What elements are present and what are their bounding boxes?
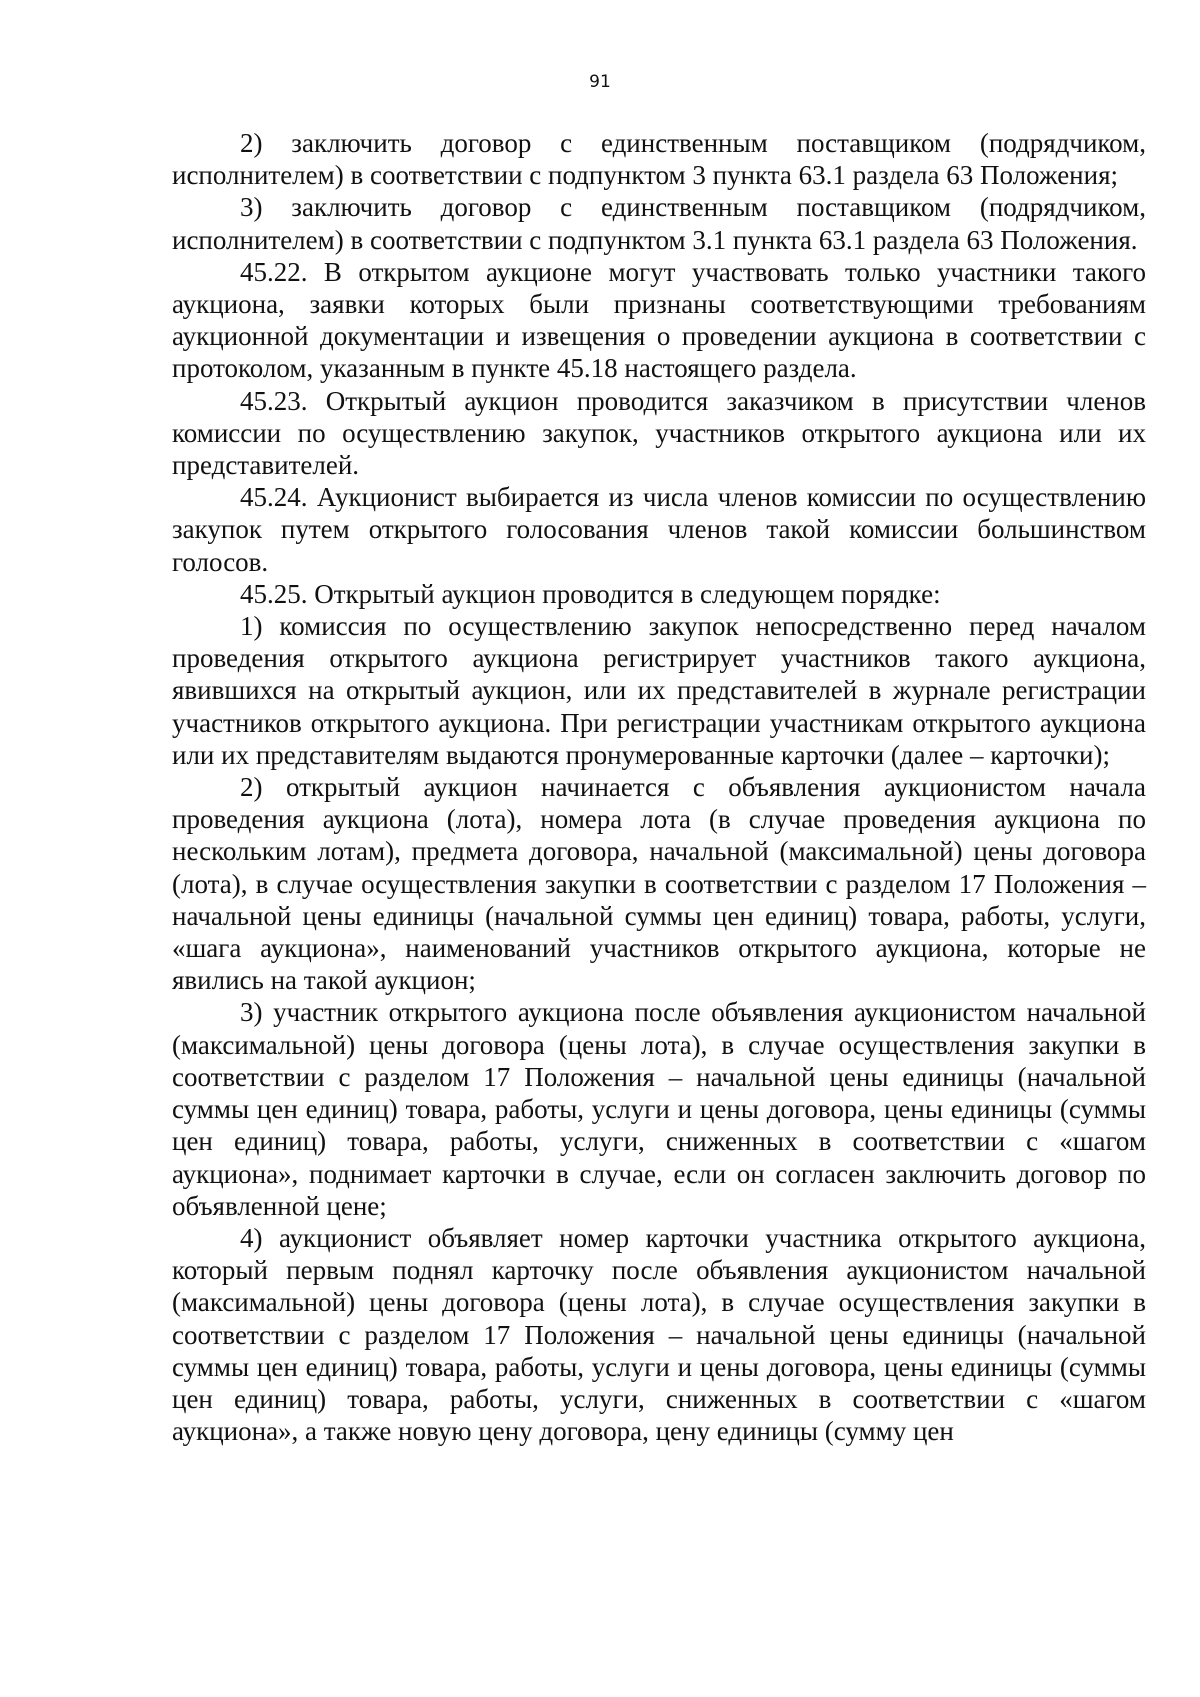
- paragraph-45-25: 45.25. Открытый аукцион проводится в следующем порядке:: [240, 578, 941, 609]
- paragraph-step-3: 3) участник открытого аукциона после объявления аукционистом начальной (максимальной) цены договора (цены лота), в случае осуществления закупки в соответствии с разделом 17 Положения – начальной цены единицы (начальной суммы цен единиц) товара, работы, услуги и цены договора, цены единицы (суммы цен единиц) товара, работы, услуги, сниженных в соответствии с «шагом аукциона», поднимает карточки в случае, если он согласен заключить договор по объявленной цене;: [172, 997, 1146, 1221]
- paragraph-45-22: 45.22. В открытом аукционе могут участвовать только участники такого аукциона, заявки которых были признаны соответствующими требованиям аукционной документации и извещения о проведении аукциона в соответствии с протоколом, указанным в пункте 45.18 настоящего раздела.: [172, 256, 1146, 384]
- paragraph-45-23: 45.23. Открытый аукцион проводится заказчиком в присутствии членов комиссии по осуществлению закупок, участников открытого аукциона или их представителей.: [172, 385, 1146, 481]
- document-body: [172, 127, 1146, 1447]
- page-number: 91: [589, 72, 611, 92]
- paragraph-item-3: 3) заключить договор с единственным поставщиком (подрядчиком, исполнителем) в соответствии с подпунктом 3.1 пункта 63.1 раздела 63 Положения.: [172, 192, 1146, 255]
- paragraph-item-2: 2) заключить договор с единственным поставщиком (подрядчиком, исполнителем) в соответствии с подпунктом 3 пункта 63.1 раздела 63 Положения;: [172, 128, 1146, 191]
- paragraph-45-24: 45.24. Аукционист выбирается из числа членов комиссии по осуществлению закупок путем открытого голосования членов такой комиссии большинством голосов.: [172, 482, 1146, 577]
- paragraph-step-2: 2) открытый аукцион начинается с объявления аукционистом начала проведения аукциона (лота), номера лота (в случае проведения аукциона по нескольким лотам), предмета договора, начальной (максимальной) цены договора (лота), в случае осуществления закупки в соответствии с разделом 17 Положения – начальной цены единицы (начальной суммы цен единиц) товара, работы, услуги, «шага аукциона», наименований участников открытого аукциона, которые не явились на такой аукцион;: [172, 772, 1146, 996]
- paragraph-step-1: 1) комиссия по осуществлению закупок непосредственно перед началом проведения открытого аукциона регистрирует участников такого аукциона, явившихся на открытый аукцион, или их представителей в журнале регистрации участников открытого аукциона. При регистрации участникам открытого аукциона или их представителям выдаются пронумерованные карточки (далее – карточки);: [172, 611, 1146, 770]
- paragraph-step-4: 4) аукционист объявляет номер карточки участника открытого аукциона, который первым поднял карточку после объявления аукционистом начальной (максимальной) цены договора (цены лота), в случае осуществления закупки в соответствии с разделом 17 Положения – начальной цены единицы (начальной суммы цен единиц) товара, работы, услуги и цены договора, цены единицы (суммы цен единиц) товара, работы, услуги, сниженных в соответствии с «шагом аукциона», а также новую цену договора, цену единицы (сумму цен: [172, 1222, 1146, 1447]
